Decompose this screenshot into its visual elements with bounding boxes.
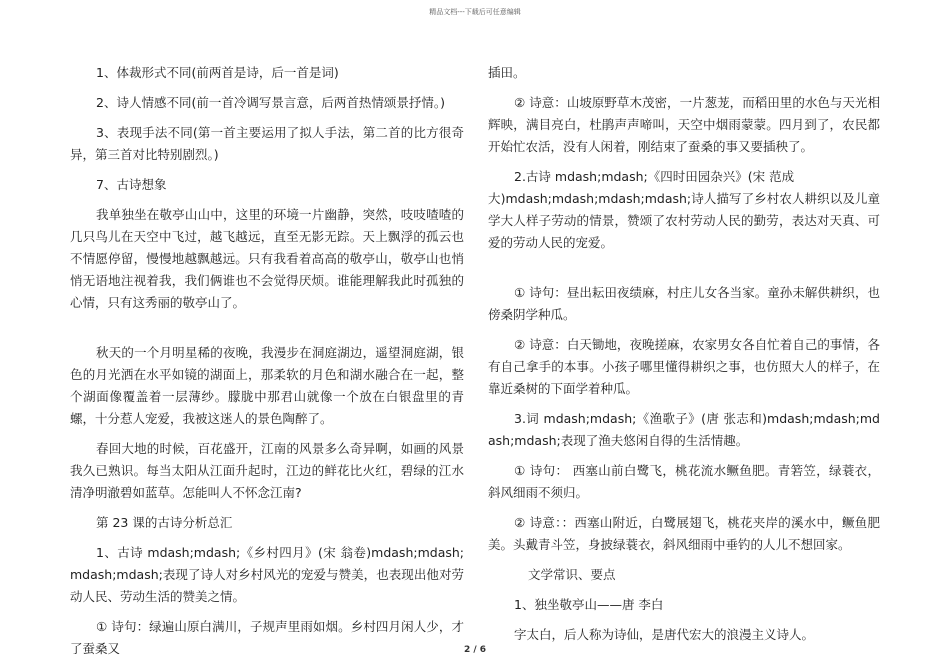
- paragraph: ② 诗意：白天锄地，夜晚搓麻，农家男女各自忙着自己的事情，各有自己拿手的本事。小孩子哪里懂得耕织之事，也仿照大人的样子，在靠近桑树的下面学着种瓜。: [488, 337, 880, 396]
- paragraph: ② 诗意：山坡原野草木茂密，一片葱茏，而稻田里的水色与天光相辉映，满目亮白，杜鹃声声啼叫，天空中烟雨蒙蒙。四月到了，农民都开始忙农活，没有人闲着，刚结束了蚕桑的事又要插秧了。: [488, 95, 880, 154]
- right-column: [488, 62, 880, 654]
- section-heading: 文学常识、要点: [528, 567, 616, 582]
- paragraph: ① 诗句： 西塞山前白鹭飞，桃花流水鳜鱼肥。青箬笠，绿蓑衣，斜风细雨不须归。: [488, 463, 880, 500]
- paragraph: 2.古诗 mdash;mdash;《四时田园杂兴》(宋 范成: [514, 169, 795, 184]
- paragraph: 我单独坐在敬亭山山中，这里的环境一片幽静，突然，吱吱喳喳的几只鸟儿在天空中飞过，越飞越远，直至无影无踪。天上飘浮的孤云也不情愿停留，慢慢地越飘越远。只有我看着高高的敬亭山，敬亭山也悄悄无语地注视着我，我们俩谁也不会觉得厌烦。谁能理解我此时孤独的心情，只有这秀丽的敬亭山了。: [70, 207, 464, 310]
- paragraph: 春回大地的时候，百花盛开，江南的风景多么奇异啊，如画的风景我久已熟识。每当太阳从江面升起时，江边的鲜花比火红，碧绿的江水清净明澈碧如蓝草。怎能叫人不怀念江南?: [70, 441, 464, 500]
- left-column: [70, 62, 464, 668]
- paragraph: 字太白，后人称为诗仙，是唐代宏大的浪漫主义诗人。: [514, 627, 815, 642]
- paragraph: 2、诗人情感不同(前一首冷调写景言意，后两首热情颂景抒情。): [96, 95, 445, 110]
- section-heading: 第 23 课的古诗分析总汇: [96, 515, 233, 530]
- paragraph: 3.词 mdash;mdash;《渔歌子》(唐 张志和)mdash;mdash;mdash;mdash;表现了渔夫悠闲自得的生活情趣。: [488, 411, 880, 448]
- paragraph: 秋天的一个月明星稀的夜晚，我漫步在洞庭湖边，遥望洞庭湖，银色的月光洒在水平如镜的湖面上，那柔软的月色和湖水融合在一起，整个湖面像覆盖着一层薄纱。朦胧中那君山就像一个放在白银盘里的青螺，十分惹人宠爱，我被这迷人的景色陶醉了。: [70, 345, 464, 426]
- paragraph: 1、体裁形式不同(前两首是诗，后一首是词): [96, 65, 339, 80]
- paragraph: 大)mdash;mdash;mdash;mdash;诗人描写了乡村农人耕织以及儿童学大人样子劳动的情景，赞颂了农村劳动人民的勤劳，表达对天真、可爱的劳动人民的宠爱。: [488, 191, 880, 250]
- paragraph: 3、表现手法不同(第一首主要运用了拟人手法，第二首的比方很奇异，第三首对比特别剧烈。): [70, 125, 464, 162]
- paragraph: ① 诗句：绿遍山原白满川，子规声里雨如烟。乡村四月闲人少，才了蚕桑又: [70, 619, 464, 656]
- paragraph: ① 诗句：昼出耘田夜绩麻，村庄儿女各当家。童孙未解供耕织，也傍桑阴学种瓜。: [488, 285, 880, 322]
- paragraph: 插田。: [488, 65, 526, 80]
- paragraph: 1、独坐敬亭山——唐 李白: [514, 597, 664, 612]
- page-number: 2 / 6: [463, 645, 487, 655]
- paragraph: 1、古诗 mdash;mdash;《乡村四月》(宋 翁卷)mdash;mdash;mdash;mdash;表现了诗人对乡村风光的宠爱与赞美，也表现出他对劳动人民、劳动生活的赞美之情。: [70, 545, 464, 604]
- page-header: 精品文档---下载后可任意编辑: [429, 8, 521, 16]
- paragraph: 7、古诗想象: [96, 177, 167, 192]
- paragraph: ② 诗意：：西塞山附近，白鹭展翅飞，桃花夹岸的溪水中，鳜鱼肥美。头戴青斗笠，身披绿蓑衣，斜风细雨中垂钓的人儿不想回家。: [488, 515, 880, 552]
